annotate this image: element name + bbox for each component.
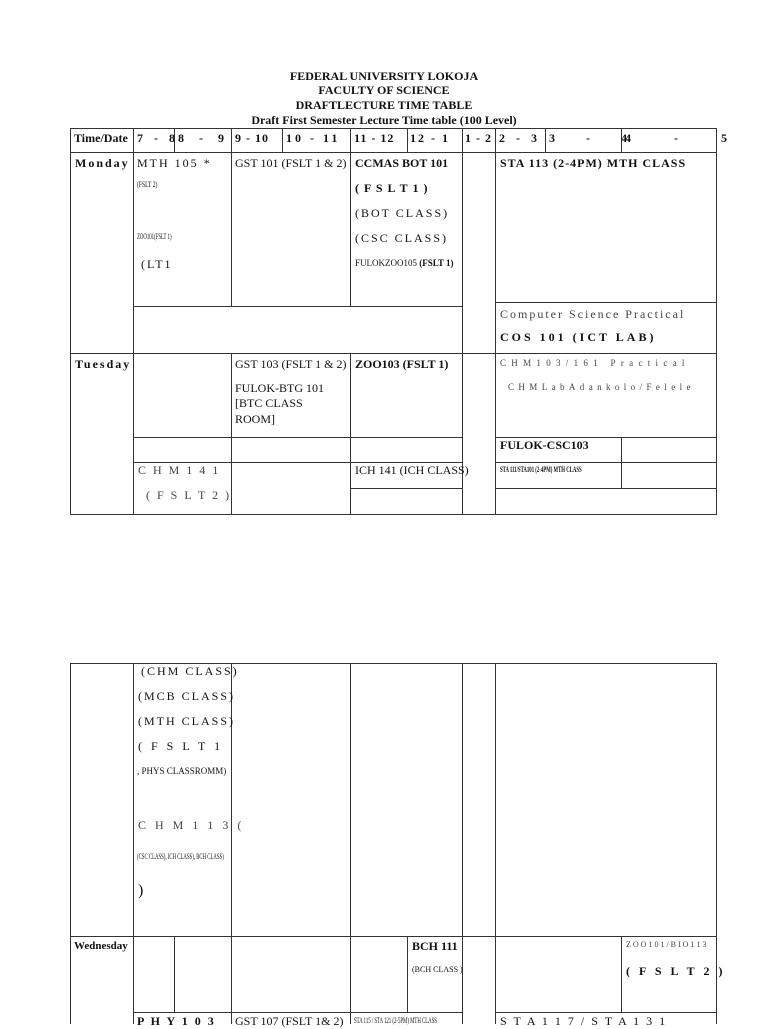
column-header-8-9: 8 - 9	[178, 131, 230, 145]
day-label-tuesday: Tuesday	[75, 357, 132, 371]
venue-lt1: (LT1	[141, 257, 173, 271]
course-fulok-csc103: FULOK-CSC103	[500, 438, 589, 452]
column-header-7-8: 7 - 8	[137, 131, 179, 145]
course-btg101: FULOK-BTG 101	[235, 381, 324, 395]
column-header-3-4: 3 - 4	[549, 131, 641, 145]
course-ccmas-bot101: CCMAS BOT 101	[355, 156, 449, 170]
course-sta115: STA 115 / STA 121 (2-5PM) MTH CLASS	[354, 1016, 437, 1025]
course-phy103: P H Y 1 0 3	[137, 1014, 216, 1028]
course-chm113: C H M 1 1 3 (	[138, 818, 245, 832]
column-header-1-2: 1 - 2	[465, 131, 492, 145]
course-zoo103: ZOO103 (FSLT 1)	[355, 357, 449, 371]
course-ich141: ICH 141 (ICH CLASS)	[355, 463, 469, 477]
column-header-time-date: Time/Date	[74, 131, 128, 145]
venue-chm141-fslt2: ( F S L T 2 )	[146, 488, 232, 502]
course-gst107: GST 107 (FSLT 1& 2)	[235, 1014, 344, 1028]
venue-bch-class: (BCH CLASS )	[412, 965, 463, 974]
venue-zoo-fslt2: ( F S L T 2 )	[626, 964, 726, 978]
column-header-2-3: 2 - 3	[499, 131, 541, 145]
faculty-title: FACULTY OF SCIENCE	[318, 83, 450, 97]
column-header-11-12: 11 - 12	[354, 131, 395, 145]
document-title: DRAFTLECTURE TIME TABLE	[295, 98, 473, 112]
venue-chm113-classes: (CSC CLASS), ICH CLASS), BCH CLASS)	[137, 852, 224, 861]
venue-mth-class: (MTH CLASS)	[138, 714, 236, 728]
course-gst103: GST 103 (FSLT 1 & 2)	[235, 357, 347, 371]
course-sta117: S T A 1 1 7 / S T A 1 3 1	[500, 1014, 668, 1028]
venue-fslt1: ( F S L T 1 )	[355, 181, 429, 195]
course-chm141: C H M 1 4 1	[138, 463, 221, 477]
course-mth105-text: MTH 105 *	[137, 156, 212, 170]
course-fulokzoo105-venue: (FSLT 1)	[419, 258, 454, 268]
venue-csc-class: (CSC CLASS)	[355, 231, 449, 245]
venue-mcb-class: (MCB CLASS)	[138, 689, 236, 703]
document-subtitle: Draft First Semester Lecture Time table (100 Level)	[251, 113, 517, 127]
university-title: FEDERAL UNIVERSITY LOKOJA	[289, 69, 479, 83]
venue-btc-class: [BTC CLASS	[235, 396, 303, 410]
course-gst101: GST 101 (FSLT 1 & 2)	[235, 156, 347, 170]
day-label-wednesday: Wednesday	[74, 940, 128, 952]
venue-fslt1-continued: ( F S L T 1	[138, 739, 224, 753]
course-zoo101: ZOO101(FSLT 1)	[137, 232, 172, 241]
course-bch111: BCH 111	[412, 939, 458, 953]
course-mth105	[137, 156, 212, 171]
column-header-4-5: 4 - 5	[625, 131, 747, 145]
course-cos101: COS 101 (ICT LAB)	[500, 330, 657, 344]
venue-phys-classroom: , PHYS CLASSROMM)	[137, 766, 227, 776]
course-sta111: STA 111/STA101 (2-4PM) MTH CLASS	[500, 465, 582, 474]
course-fulokzoo105	[355, 258, 454, 269]
venue-btc-room: ROOM]	[235, 412, 276, 426]
column-header-12-1: 12 - 1	[410, 131, 450, 145]
venue-chm-lab: CHMLabAdankolo/Felele	[508, 382, 695, 392]
venue-bot-class: (BOT CLASS)	[355, 206, 450, 220]
course-sta113: STA 113 (2-4PM) MTH CLASS	[500, 156, 687, 170]
course-zoo101-bio113: Z O O 1 0 1 / B I O 1 1 3	[626, 940, 707, 949]
column-header-9-10: 9 - 10	[235, 131, 269, 145]
course-fulokzoo105-code: FULOKZOO105	[355, 258, 420, 268]
venue-fslt2: (FSLT 2)	[137, 180, 158, 189]
column-header-10-11: 10 - 11	[286, 131, 341, 145]
day-label-monday: Monday	[75, 156, 130, 170]
practical-cs-label: Computer Science Practical	[500, 307, 686, 321]
closing-parenthesis: )	[138, 882, 144, 899]
course-chm103-practical: CHM103/161 Practical	[500, 358, 690, 368]
venue-chm-class: (CHM CLASS)	[141, 664, 239, 678]
